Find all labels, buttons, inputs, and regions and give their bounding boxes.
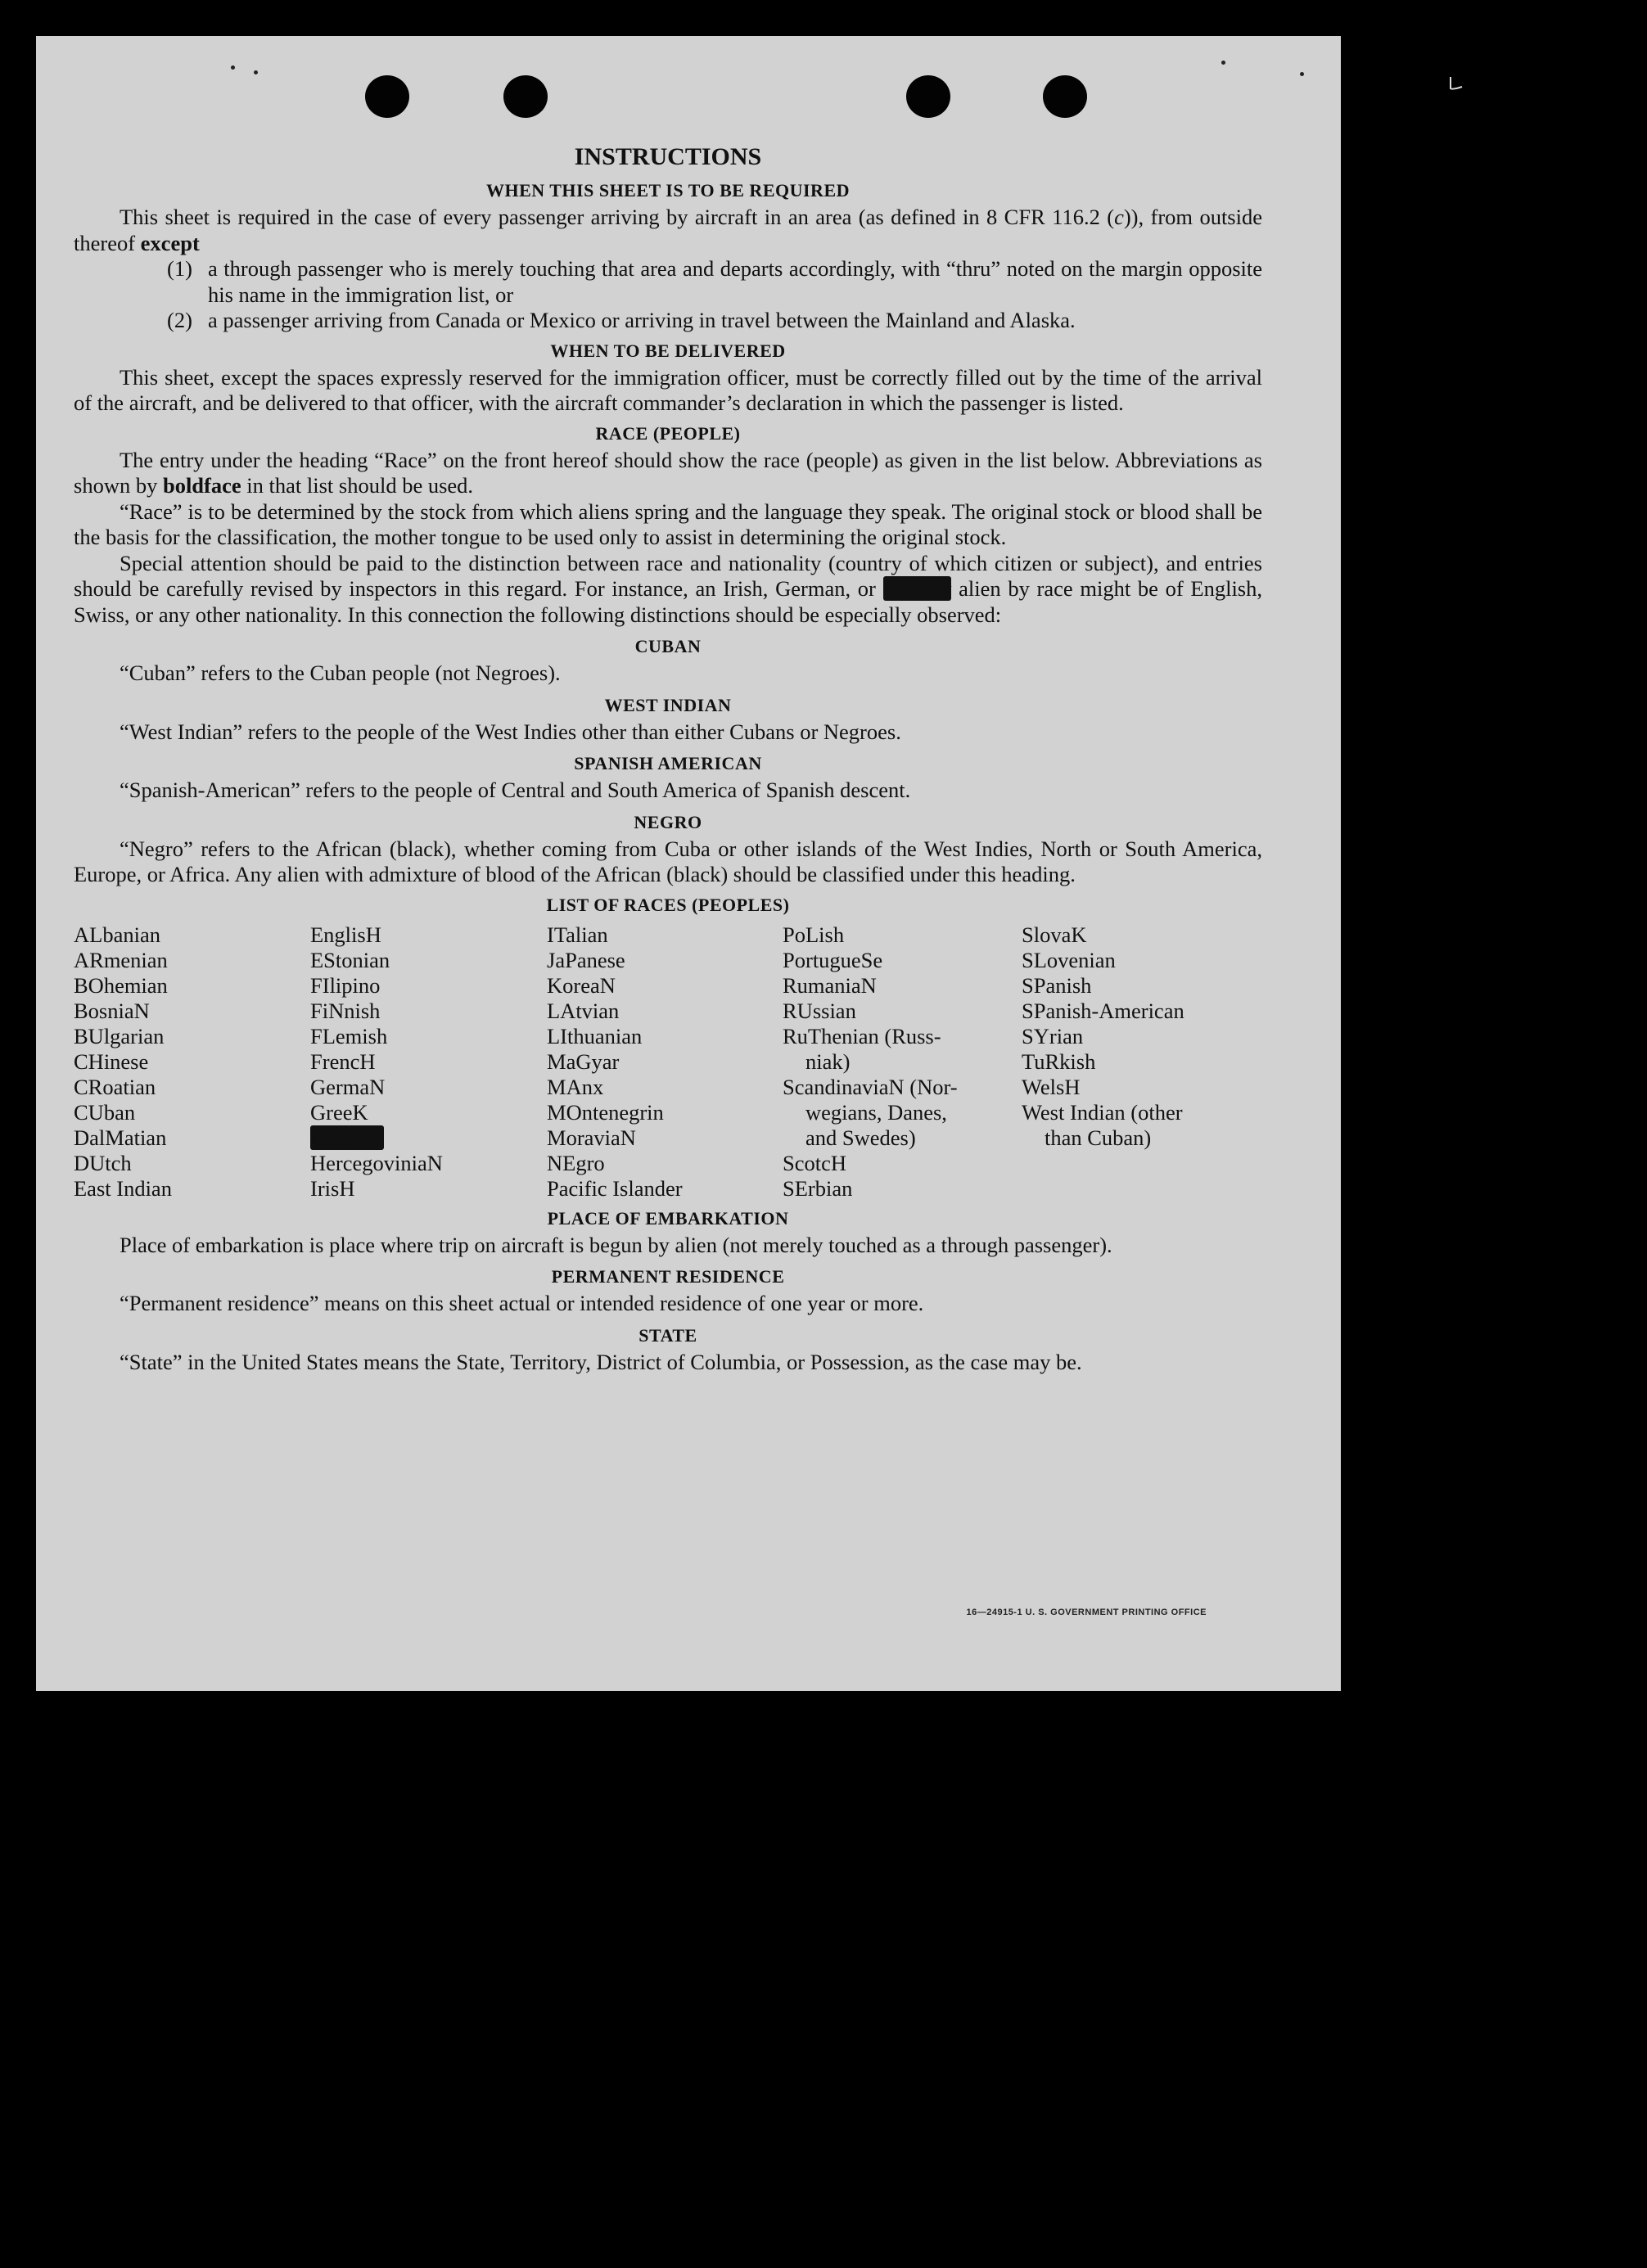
heading-when-delivered: WHEN TO BE DELIVERED <box>550 340 786 361</box>
race-paragraph: The entry under the heading “Race” on the front hereof should show the race (people) as given in the list below. Abbreviations as shown by boldface in that list should be used. <box>74 447 1262 498</box>
race-entry: HercegoviniaN <box>310 1150 443 1175</box>
instruction-sheet <box>36 36 1341 1691</box>
race-entry: SPanish <box>1022 972 1092 998</box>
race-entry: JaPanese <box>547 947 625 972</box>
punch-hole <box>906 75 950 118</box>
race-entry: RuThenian (Russ- <box>783 1023 941 1048</box>
race-entry: TuRkish <box>1022 1048 1096 1074</box>
page-title: INSTRUCTIONS <box>574 143 762 170</box>
cuban-text: “Cuban” refers to the Cuban people (not Negroes). <box>120 661 561 685</box>
punch-hole <box>365 75 409 118</box>
race-entry: Pacific Islander <box>547 1175 683 1201</box>
race-entry: CHinese <box>74 1048 149 1074</box>
speck <box>1221 61 1225 65</box>
heading-list-of-races: LIST OF RACES (PEOPLES) <box>546 894 790 915</box>
spanish-american-text: “Spanish-American” refers to the people of Central and South America of Spanish descent. <box>120 778 911 802</box>
race-column <box>1022 922 1262 1202</box>
race-entry: CRoatian <box>74 1074 156 1099</box>
race-entry: KoreaN <box>547 972 616 998</box>
race-entry: SErbian <box>783 1175 853 1201</box>
race-column <box>547 922 783 1202</box>
race-entry: MaGyar <box>547 1048 620 1074</box>
race-entry: FIlipino <box>310 972 381 998</box>
race-entry: LIthuanian <box>547 1023 643 1048</box>
heading-when-required: WHEN THIS SHEET IS TO BE REQUIRED <box>485 180 851 201</box>
race-entry: SLovenian <box>1022 947 1116 972</box>
race-entry: WelsH <box>1022 1074 1081 1099</box>
redacted-word: Hebrew <box>882 576 952 601</box>
race-entry: BosniaN <box>74 998 150 1023</box>
instructions-body <box>74 141 1262 1375</box>
race-entry: DalMatian <box>74 1125 167 1150</box>
race-entry: GermaN <box>310 1074 386 1099</box>
race-entry: East Indian <box>74 1175 172 1201</box>
margin-pen-mark <box>1447 75 1465 93</box>
race-entry: MoraviaN <box>547 1125 636 1150</box>
race-entry: EnglisH <box>310 922 381 947</box>
heading-spanish-american: SPANISH AMERICAN <box>574 753 762 773</box>
race-entry: CUban <box>74 1099 136 1125</box>
residence-text: “Permanent residence” means on this sheet actual or intended residence of one year or more. <box>120 1291 924 1315</box>
heading-race: RACE (PEOPLE) <box>595 422 741 444</box>
heading-west-indian: WEST INDIAN <box>604 694 732 715</box>
when-required-intro: This sheet is required in the case of every passenger arriving by aircraft in an area (as defined in 8 CFR 116.2 (c)), from outside thereof except <box>74 205 1262 255</box>
exception-item: (1) a through passenger who is merely touching that area and departs accordingly, with “thru” noted on the margin opposite his name in the immigration list, or <box>167 256 1262 307</box>
race-entry-redacted: HebreW <box>310 1125 384 1150</box>
race-entry: SPanish-American <box>1022 998 1184 1023</box>
race-entry: wegians, Danes, <box>805 1099 947 1125</box>
race-entry: DUtch <box>74 1150 132 1175</box>
punch-hole <box>503 75 548 118</box>
heading-negro: NEGRO <box>634 811 702 832</box>
race-entry: ALbanian <box>74 922 160 947</box>
heading-permanent-residence: PERMANENT RESIDENCE <box>551 1266 785 1287</box>
race-entry: FLemish <box>310 1023 388 1048</box>
race-entry: ScotcH <box>783 1150 847 1175</box>
race-entry: NEgro <box>547 1150 605 1175</box>
race-entry: PoLish <box>783 922 845 947</box>
when-delivered-text: This sheet, except the spaces expressly reserved for the immigration officer, must be correctly filled out by the time of the arrival of the aircraft, and be delivered to that officer, with the aircraft commander’s declaration in which the passenger is listed. <box>74 364 1262 415</box>
race-entry: ITalian <box>547 922 608 947</box>
race-entry: PortugueSe <box>783 947 883 972</box>
race-entry: and Swedes) <box>805 1125 916 1150</box>
embarkation-text: Place of embarkation is place where trip on aircraft is begun by alien (not merely touched as a through passenger). <box>120 1232 1112 1257</box>
race-column <box>310 922 547 1202</box>
race-entry: RumaniaN <box>783 972 877 998</box>
race-entry: BOhemian <box>74 972 168 998</box>
printing-office-code: 16—24915-1 U. S. GOVERNMENT PRINTING OFFICE <box>966 1607 1207 1617</box>
race-entry: than Cuban) <box>1045 1125 1152 1150</box>
race-paragraph: “Race” is to be determined by the stock from which aliens spring and the language they speak. The original stock or blood shall be the basis for the classification, the mother tongue to be used only to assist in determining the original stock. <box>74 498 1262 549</box>
heading-state: STATE <box>638 1324 697 1346</box>
race-entry: EStonian <box>310 947 390 972</box>
punch-hole <box>1043 75 1087 118</box>
race-entry: GreeK <box>310 1099 368 1125</box>
race-entry: SlovaK <box>1022 922 1087 947</box>
race-list <box>74 922 1262 1202</box>
race-entry: FiNnish <box>310 998 381 1023</box>
race-entry: MAnx <box>547 1074 604 1099</box>
race-entry: BUlgarian <box>74 1023 165 1048</box>
state-text: “State” in the United States means the State, Territory, District of Columbia, or Possession, as the case may be. <box>120 1349 1082 1374</box>
race-entry: MOntenegrin <box>547 1099 664 1125</box>
race-paragraph: Special attention should be paid to the distinction between race and nationality (country of which citizen or subject), and entries should be carefully revised by inspectors in this regard. For instance, an Irish, German, or Hebrew alien by race might be of English, Swiss, or any other nationality. In this connection the following distinctions should be especially observed: <box>74 550 1262 627</box>
race-entry: SYrian <box>1022 1023 1084 1048</box>
race-entry: LAtvian <box>547 998 620 1023</box>
race-entry: niak) <box>805 1048 851 1074</box>
speck <box>231 65 235 70</box>
exception-item: (2) a passenger arriving from Canada or Mexico or arriving in travel between the Mainland and Alaska. <box>167 308 1076 332</box>
race-entry: ARmenian <box>74 947 168 972</box>
heading-cuban: CUBAN <box>634 636 702 656</box>
negro-text: “Negro” refers to the African (black), whether coming from Cuba or other islands of the West Indies, North or South America, Europe, or Africa. Any alien with admixture of blood of the African (black) should be classified under this heading. <box>74 836 1262 886</box>
race-entry: ScandinaviaN (Nor- <box>783 1074 958 1099</box>
race-column <box>74 922 310 1202</box>
race-column <box>783 922 1022 1202</box>
race-entry: West Indian (other <box>1022 1099 1183 1125</box>
race-entry: IrisH <box>310 1175 355 1201</box>
speck <box>1300 72 1304 76</box>
speck <box>254 70 258 74</box>
race-entry: RUssian <box>783 998 856 1023</box>
race-entry: FrencH <box>310 1048 376 1074</box>
heading-embarkation: PLACE OF EMBARKATION <box>547 1207 789 1229</box>
west-indian-text: “West Indian” refers to the people of the West Indies other than either Cubans or Negroes. <box>120 719 901 744</box>
